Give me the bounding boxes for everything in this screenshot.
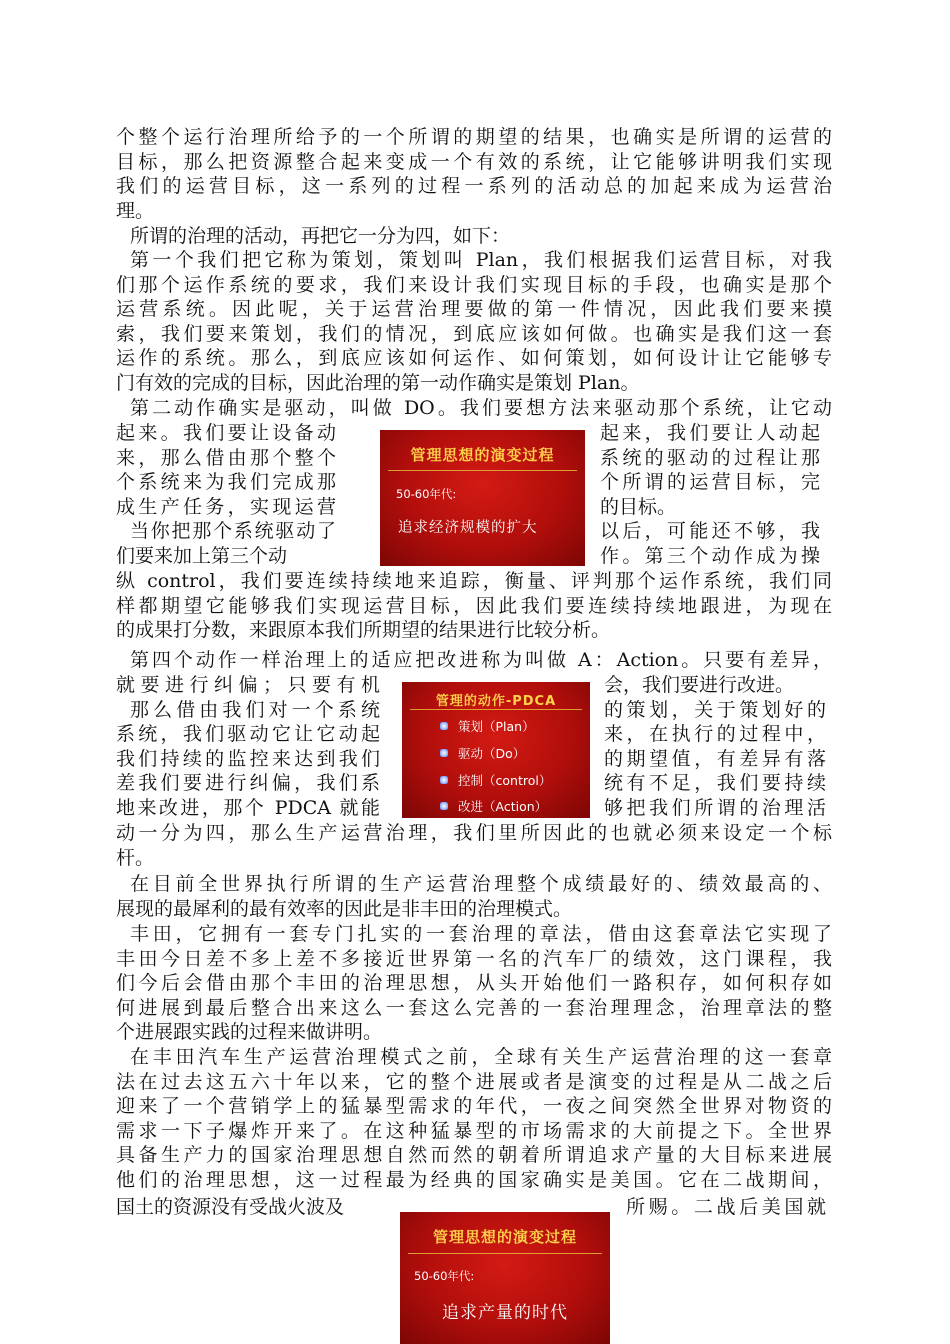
slide-pdca <box>402 682 590 818</box>
slide-subtitle: 追求经济规模的扩大 <box>398 520 538 536</box>
text-line: 个进展跟实践的过程来做讲明。 <box>116 1021 383 1044</box>
text-line: 在目前全世界执行所谓的生产运营治理整个成绩最好的、绩效最高的、 <box>130 873 832 895</box>
text-line: 作。第三个动作成为操 <box>600 544 820 567</box>
paragraph-8-right <box>626 1195 826 1220</box>
text-line: 需求一下子爆炸开来了。在这种猛暴型的市场需求的大前提之下。全世界 <box>116 1119 832 1142</box>
text-line: 们那个运作系统的要求，我们来设计我们实现目标的手段，也确实是那个 <box>116 273 832 296</box>
paragraph-6 <box>116 872 832 921</box>
text-line: 第二动作确实是驱动，叫做 DO。我们要想方法来驱动那个系统，让它动 <box>130 397 832 419</box>
text-line: 成生产任务，实现运营 <box>116 495 336 518</box>
paragraph-4-first <box>116 396 832 421</box>
text-line: 起来，我们要让人动起 <box>600 422 820 444</box>
paragraph-5-rest <box>116 821 832 870</box>
text-line: 的策划，关于策划好的 <box>604 698 826 721</box>
slide-evolution-1 <box>380 430 585 566</box>
text-line: 展现的最犀利的最有效率的因此是非丰田的治理模式。 <box>116 897 573 920</box>
text-line: 起来。我们要让设备动 <box>116 422 336 444</box>
slide-subtitle: 追求产量的时代 <box>442 1303 568 1323</box>
text-line: 国土的资源没有受战火波及 <box>116 1196 345 1218</box>
text-line: 的期望值，有差异有落 <box>604 747 826 770</box>
text-line: 地来改进，那个 PDCA 就能 <box>116 796 380 819</box>
text-line: 纵 control，我们要连续持续地来追踪，衡量、评判那个运作系统，我们同 <box>116 570 832 592</box>
slide-divider <box>408 1253 602 1254</box>
text-line: 杆。 <box>116 846 155 869</box>
text-line: 差我们要进行纠偏，我们系 <box>116 772 380 795</box>
bullet-icon <box>440 776 448 784</box>
paragraph-4-rest <box>116 569 832 643</box>
text-line: 的成果打分数，来跟原本我们所期望的结果进行比较分析。 <box>116 619 611 642</box>
text-line: 所赐。二战后美国就 <box>626 1196 826 1218</box>
text-line: 系统，我们驱动它让它动起 <box>116 723 380 746</box>
text-line: 个所谓的运营目标，完 <box>600 471 820 494</box>
text-line: 以后，可能还不够，我 <box>600 520 820 543</box>
text-line: 目标，那么把资源整合起来变成一个有效的系统，让它能够讲明我们实现 <box>116 150 832 173</box>
text-line: 他们的治理思想，这一过程最为经典的国家确实是美国。它在二战期间， <box>116 1168 832 1191</box>
paragraph-4-left-column <box>116 421 336 569</box>
text-line: 理。 <box>116 199 155 222</box>
paragraph-8 <box>116 1045 832 1193</box>
text-line: 统有不足，我们要持续 <box>604 772 826 795</box>
text-line: 丰田，它拥有一套专门扎实的一套治理的章法，借由这套章法它实现了 <box>130 923 832 945</box>
text-line: 在丰田汽车生产运营治理模式之前，全球有关生产运营治理的这一套章 <box>130 1046 832 1068</box>
text-line: 法在过去这五六十年以来，它的整个进展或者是演变的过程是从二战之后 <box>116 1070 832 1093</box>
slide-era: 50-60年代: <box>396 487 457 501</box>
text-line: 够把我们所谓的治理活 <box>604 796 826 819</box>
slide-era: 50-60年代: <box>414 1269 475 1283</box>
text-line: 迎来了一个营销学上的猛暴型需求的年代，一夜之间突然全世界对物资的 <box>116 1095 832 1118</box>
paragraph-5-right-column <box>604 673 826 821</box>
text-line: 们今后会借由那个丰田的治理思想，从头开始他们一路积存，如何积存如 <box>116 972 832 995</box>
text-line: 门有效的完成的目标，因此治理的第一动作确实是策划 Plan。 <box>116 371 640 394</box>
pdca-item-action: 改进（Action） <box>458 799 548 814</box>
paragraph-1 <box>116 125 832 223</box>
slide-divider <box>388 470 577 471</box>
text-line: 第四个动作一样治理上的适应把改进称为叫做 A：Action。只要有差异， <box>130 649 832 671</box>
text-line: 索，我们要来策划，我们的情况，到底应该如何做。也确实是我们这一套 <box>116 322 832 345</box>
paragraph-7 <box>116 922 832 1045</box>
pdca-item-control: 控制（control） <box>458 773 552 788</box>
text-line: 运作的系统。那么，到底应该如何运作、如何策划，如何设计让它能够专 <box>116 347 832 370</box>
text-line: 来，在执行的过程中， <box>604 723 826 746</box>
text-line: 我们持续的监控来达到我们 <box>116 747 380 770</box>
text-line: 我们的运营目标，这一系列的过程一系列的活动总的加起来成为运营治 <box>116 175 832 198</box>
paragraph-8-left <box>116 1195 386 1220</box>
text-line: 何进展到最后整合出来这么一套这么完善的一套治理理念，治理章法的整 <box>116 996 832 1019</box>
text-line: 动一分为四，那么生产运营治理，我们里所因此的也就必须来设定一个标 <box>116 822 832 844</box>
pdca-item-do: 驱动（Do） <box>458 746 526 761</box>
text-line: 系统的驱动的过程让那 <box>600 446 820 469</box>
paragraph-5-first <box>116 648 832 673</box>
text-line: 样都期望它能够我们实现运营目标，因此我们要连续持续地跟进，为现在 <box>116 594 832 617</box>
text-line: 会，我们要进行改进。 <box>604 674 795 696</box>
slide-evolution-2 <box>400 1212 610 1344</box>
slide-title: 管理思想的演变过程 <box>432 1228 577 1246</box>
paragraph-5-left-column <box>116 673 380 821</box>
text-line: 来，那么借由那个整个 <box>116 446 336 469</box>
text-line: 具备生产力的国家治理思想自然而然的朝着所谓追求产量的大目标来进展 <box>116 1144 832 1167</box>
text-line: 丰田今日差不多上差不多接近世界第一名的汽车厂的绩效，这门课程，我 <box>116 947 832 970</box>
text-line: 那么借由我们对一个系统 <box>130 698 380 721</box>
slide-divider <box>410 709 582 710</box>
paragraph-3 <box>116 248 832 396</box>
text-line: 运营系统。因此呢，关于运营治理要做的第一件情况，因此我们要来摸 <box>116 298 832 321</box>
text-line: 们要来加上第三个动 <box>116 544 288 567</box>
text-line: 的目标。 <box>600 495 677 518</box>
paragraph-4-right-column <box>600 421 820 569</box>
text-line: 当你把那个系统驱动了 <box>130 520 336 543</box>
bullet-icon <box>440 749 448 757</box>
slide-title: 管理思想的演变过程 <box>410 446 555 464</box>
text-line: 个系统来为我们完成那 <box>116 471 336 494</box>
text-line: 第一个我们把它称为策划，策划叫 Plan，我们根据我们运营目标，对我 <box>130 249 832 271</box>
text-line: 就要进行纠偏；只要有机 <box>116 674 380 696</box>
text-line: 个整个运行治理所给予的一个所谓的期望的结果，也确实是所谓的运营的 <box>116 126 832 148</box>
slide-title: 管理的动作-PDCA <box>435 694 557 709</box>
pdca-item-plan: 策划（Plan） <box>458 719 535 734</box>
bullet-icon <box>440 802 448 810</box>
text-line: 所谓的治理的活动，再把它一分为四，如下： <box>130 225 511 247</box>
paragraph-2 <box>116 224 846 249</box>
bullet-icon <box>440 722 448 730</box>
